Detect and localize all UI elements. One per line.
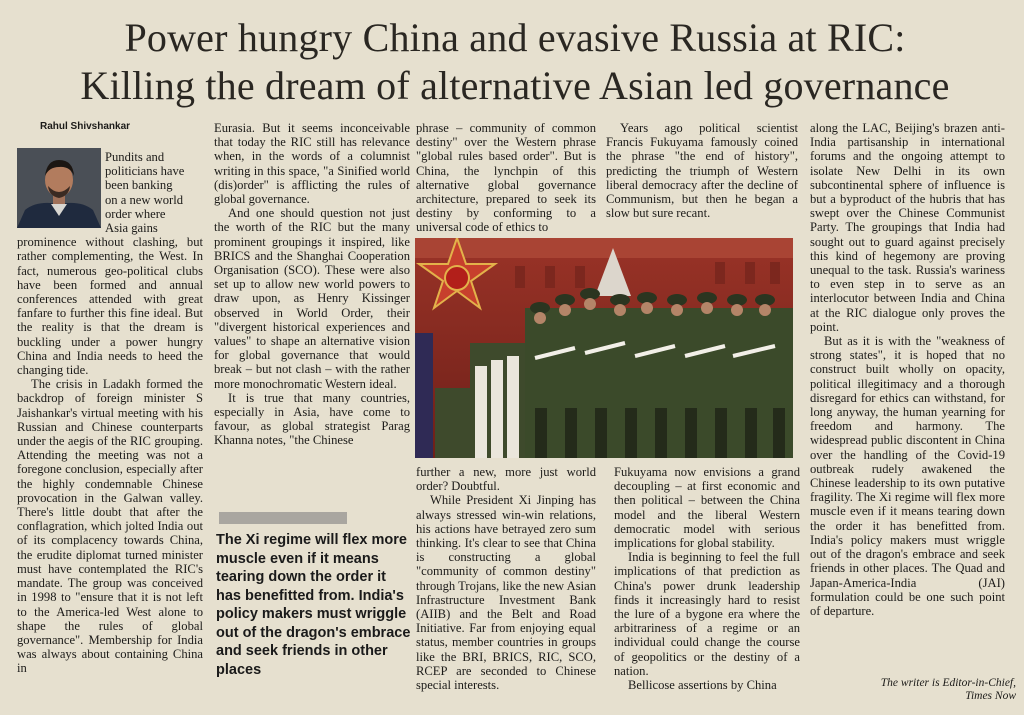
wrap-line: Asia gains: [105, 221, 158, 236]
column-2-paragraph-1: Eurasia. But it seems inconceivable that today the RIC still has relevance when, in the words of a columnist writing in this space, "a Sinified world (dis)order" is afflicting the rules of global governance.: [214, 121, 410, 207]
column-2-paragraph-2: And one should question not just the worth of the RIC but the many prominent groupings it inspired, like BRICS and the Shanghai Cooperation Organisation (SCO). These were also set up to allow new world powers to draw upon, as Henry Kissinger observed in World Order, their "divergent historical experiences and values" to shape an alternative vision for global governance that would break – but not clash – with the rather more monochromatic Western ideal.: [214, 206, 410, 391]
article-column-1: [17, 150, 203, 676]
article-column-4-bottom: [614, 465, 800, 692]
column-4-paragraph-1: Years ago political scientist Francis Fukuyama famously coined the phrase "the end of history", predicting the triumph of Western liberal democracy after the decline of Communism, but then he began a slow but sure recant.: [606, 121, 798, 221]
column-3-paragraph-2: further a new, more just world order? Doubtful.: [416, 465, 596, 494]
column-3-paragraph-1: phrase – community of common destiny" over the Western phrase "global rules based order". But is China, the lynchpin of this alternative global governance architecture, prepared to seek its destiny by conforming to a universal code of ethics to: [416, 121, 596, 235]
column-5-paragraph-1: along the LAC, Beijing's brazen anti-India partisanship in international forums and the ongoing attempt to isolate New Delhi in its own subcontinental sphere of influence is but a byproduct of the hubris that has swept over the Chinese Communist Party. The groupings that India had sought out to guard against precisely this kind of hegemony are proving unequal to the task. Russia's wariness to even step in to serve as an interlocutor between India and China at the RIC dialogue only proves the point.: [810, 121, 1005, 334]
article-column-3-bottom: [416, 465, 596, 692]
column-1-paragraph-1: prominence without clashing, but rather complementing, the West. In fact, numerous geo-political clubs have been formed and annual conferences attended with great fanfare to further this fine ideal. But the reality is that the dream is buckling under a power hungry China and India needs to heed the changing tide.: [17, 235, 203, 378]
column-3-paragraph-3: While President Xi Jinping has always stressed win-win relations, his actions have betrayed zero sum thinking. It's clear to see that China is constructing a global "community of common destiny" through Trojans, like the new Asian Infrastructure Investment Bank (AIIB) and the Belt and Road Initiative. Far from enjoying equal status, member countries in groups like the BRI, BRICS, RIC, SCO, RCEP are seconded to Chinese special interests.: [416, 493, 596, 693]
article-column-2: [214, 121, 410, 448]
column-4-paragraph-4: Bellicose assertions by China: [628, 678, 777, 693]
headline-line-1: Power hungry China and evasive Russia at RIC:: [124, 15, 906, 60]
pullquote-bar: [219, 512, 347, 524]
column-2-paragraph-3: It is true that many countries, especially in Asia, have come to favour, as global strategist Parag Khanna notes, "the Chinese: [214, 390, 410, 448]
headline: [30, 14, 1000, 110]
pullquote: The Xi regime will flex more muscle even if it means tearing down the order it has benefitted from. India's policy makers must wriggle out of the dragon's embrace and seek friends in other places: [216, 532, 411, 678]
article-column-4-top: [606, 121, 798, 220]
column-4-paragraph-2: Fukuyama now envisions a grand decoupling – at first economic and then political – between the China model and the liberal Western democratic model with serious implications for global stability.: [614, 465, 800, 551]
author-credit: [816, 677, 1016, 703]
column-5-paragraph-2: But as it is with the "weakness of strong states", it is hoped that no construct built wholly on opacity, political illegitimacy and a thorough disregard for ethics can withstand, for long anyway, the human yearning for freedom and harmony. The widespread public discontent in China over the handling of the Covid-19 outbreak rudely awakened the Chinese leadership to its own putative fragility. The Xi regime will flex more muscle even if it means tearing down the order it has benefitted from. India's policy makers must wriggle out of the dragon's embrace and seek friends in other places. The Quad and Japan-America-India (JAI) formulation could be one such point of departure.: [810, 334, 1005, 618]
wrap-line: politicians have: [105, 164, 185, 179]
parade-photo: [415, 238, 793, 458]
byline: Rahul Shivshankar: [40, 121, 131, 132]
wrap-line: Pundits and: [105, 150, 165, 164]
wrap-line: been banking: [105, 178, 173, 193]
article-column-3-top: [416, 121, 596, 235]
credit-line-1: The writer is Editor-in-Chief,: [880, 677, 1016, 689]
credit-line-2: Times Now: [965, 690, 1016, 702]
column-1-wrap-block: [17, 150, 203, 235]
article-column-5: [810, 121, 1005, 618]
column-4-paragraph-3: India is beginning to feel the full implications of that prediction as China's power drunk leadership finds it increasingly hard to resist the lure of a bygone era where the arbitrariness of a regime or an individual could change the course of geopolitics or the destiny of a nation.: [614, 550, 800, 678]
headline-line-2: Killing the dream of alternative Asian led governance: [80, 63, 950, 108]
column-1-paragraph-2: The crisis in Ladakh formed the backdrop of foreign minister S Jaishankar's virtual meeting with his Russian and Chinese counterparts under the aegis of the RIC grouping. Attending the meeting was not a foregone conclusion, especially after the highly condemnable Chinese provocation in the Galwan valley. There's little doubt that after the conflagration, which jolted India out of its complacency towards China, the erudite diplomat turned minister must have contemplated the RIC's mandate. The group was conceived in 1998 to "ensure that it is not left to the America-led West alone to shape the rules of global governance". Membership for India was always about containing China in: [17, 377, 203, 676]
wrap-line: on a new world: [105, 192, 183, 207]
wrap-line: order where: [105, 206, 166, 221]
